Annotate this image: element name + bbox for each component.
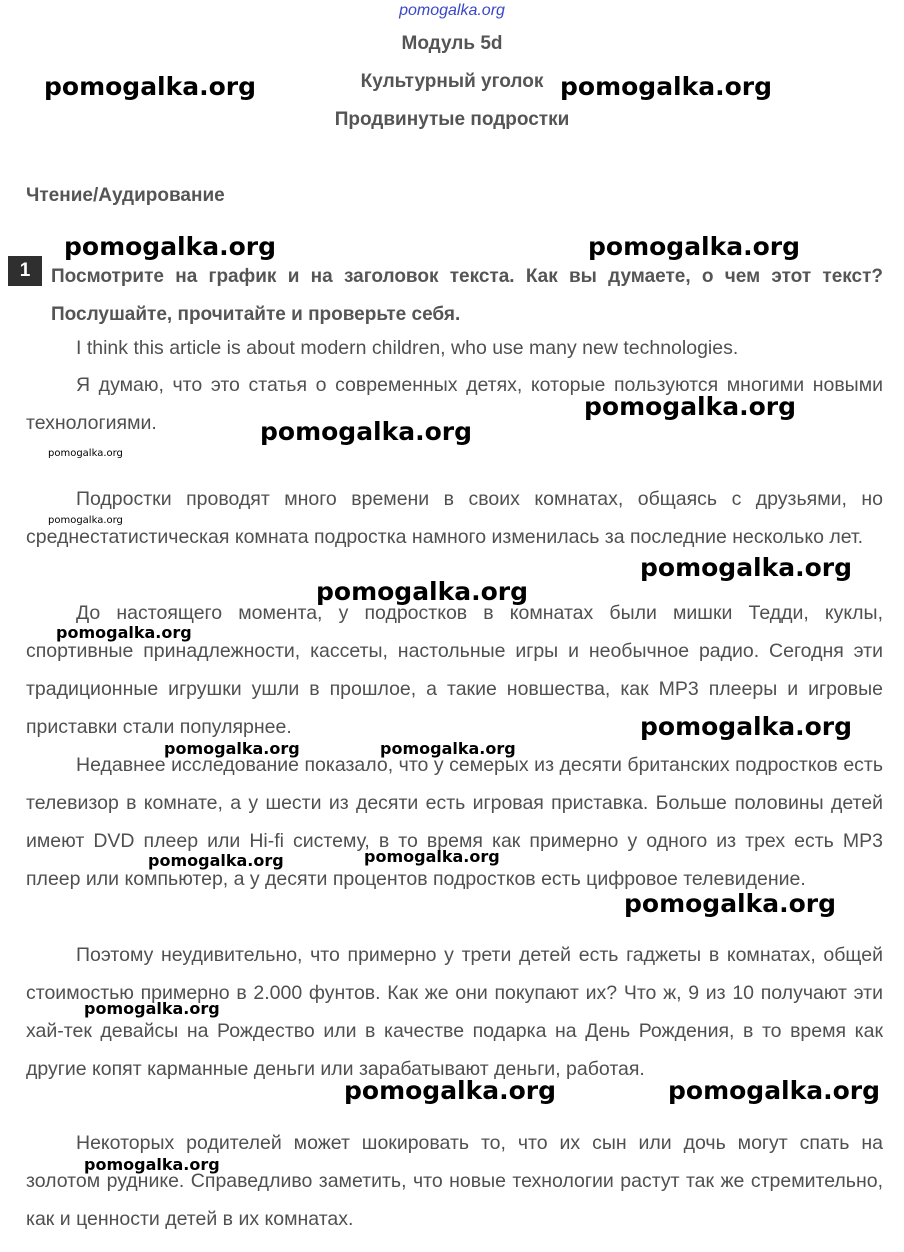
- watermark: pomogalka.org: [84, 999, 220, 1018]
- text-paragraph: Недавнее исследование показало, что у семерых из десяти британских подростков есть телевизор в комнате, а у шести из десяти есть игровая приставка. Больше половины детей имеют DVD плеер или Hi-fi систему, в то время как примерно у одного из трех есть MP3 плеер или компьютер, а у десяти процентов подростков есть цифровое телевидение.: [26, 754, 883, 890]
- watermark: pomogalka.org: [316, 577, 529, 606]
- watermark: pomogalka.org: [64, 232, 277, 261]
- watermark: pomogalka.org: [640, 553, 853, 582]
- watermark: pomogalka.org: [84, 1155, 220, 1174]
- subtitle: Культурный уголок: [360, 71, 544, 92]
- watermark: pomogalka.org: [344, 1076, 557, 1105]
- watermark: pomogalka.org: [380, 739, 516, 758]
- answer-english: I think this article is about modern children, who use many new technologies.: [76, 337, 739, 359]
- watermark: pomogalka.org: [668, 1076, 881, 1105]
- module-title: Модуль 5d: [401, 33, 503, 54]
- page-title: Продвинутые подростки: [334, 109, 570, 130]
- text-paragraph: Подростки проводят много времени в своих комнатах, общаясь с друзьями, но среднестатистическая комната подростка намного изменилась за последние несколько лет.: [26, 488, 883, 548]
- text-paragraph: Поэтому неудивительно, что примерно у трети детей есть гаджеты в комнатах, общей стоимостью примерно в 2.000 фунтов. Как же они покупают их? Что ж, 9 из 10 получают эти хай-тек девайсы на Рождество или в качестве подарка на День Рождения, в то время как другие копят карманные деньги или зарабатывают деньги, работая.: [26, 944, 883, 1080]
- watermark: pomogalka.org: [364, 847, 500, 866]
- watermark: pomogalka.org: [48, 448, 123, 459]
- site-link-top[interactable]: pomogalka.org: [399, 2, 505, 19]
- watermark: pomogalka.org: [148, 851, 284, 870]
- watermark: pomogalka.org: [640, 712, 853, 741]
- watermark: pomogalka.org: [260, 417, 473, 446]
- task-instruction: Посмотрите на график и на заголовок текста. Как вы думаете, о чем этот текст? Послушайте, прочитайте и проверьте себя.: [51, 266, 883, 325]
- task-number-badge: 1: [8, 256, 42, 286]
- watermark: pomogalka.org: [56, 623, 192, 642]
- text-paragraph: До настоящего момента, у подростков в комнатах были мишки Тедди, куклы, спортивные принадлежности, кассеты, настольные игры и необычное радио. Сегодня эти традиционные игрушки ушли в прошлое, а такие новшества, как MP3 плееры и игровые приставки стали популярнее.: [26, 602, 883, 738]
- text-paragraph: Некоторых родителей может шокировать то, что их сын или дочь могут спать на золотом руднике. Справедливо заметить, что новые технологии растут так же стремительно, как и ценности детей в их комнатах.: [26, 1132, 883, 1230]
- watermark: pomogalka.org: [588, 232, 801, 261]
- watermark: pomogalka.org: [624, 889, 837, 918]
- watermark: pomogalka.org: [48, 515, 123, 526]
- watermark: pomogalka.org: [560, 72, 773, 101]
- watermark: pomogalka.org: [44, 72, 257, 101]
- watermark: pomogalka.org: [584, 392, 797, 421]
- watermark: pomogalka.org: [164, 739, 300, 758]
- section-title: Чтение/Аудирование: [26, 185, 225, 206]
- answer-russian: Я думаю, что это статья о современных детях, которые пользуются многими новыми технологиями.: [26, 374, 883, 434]
